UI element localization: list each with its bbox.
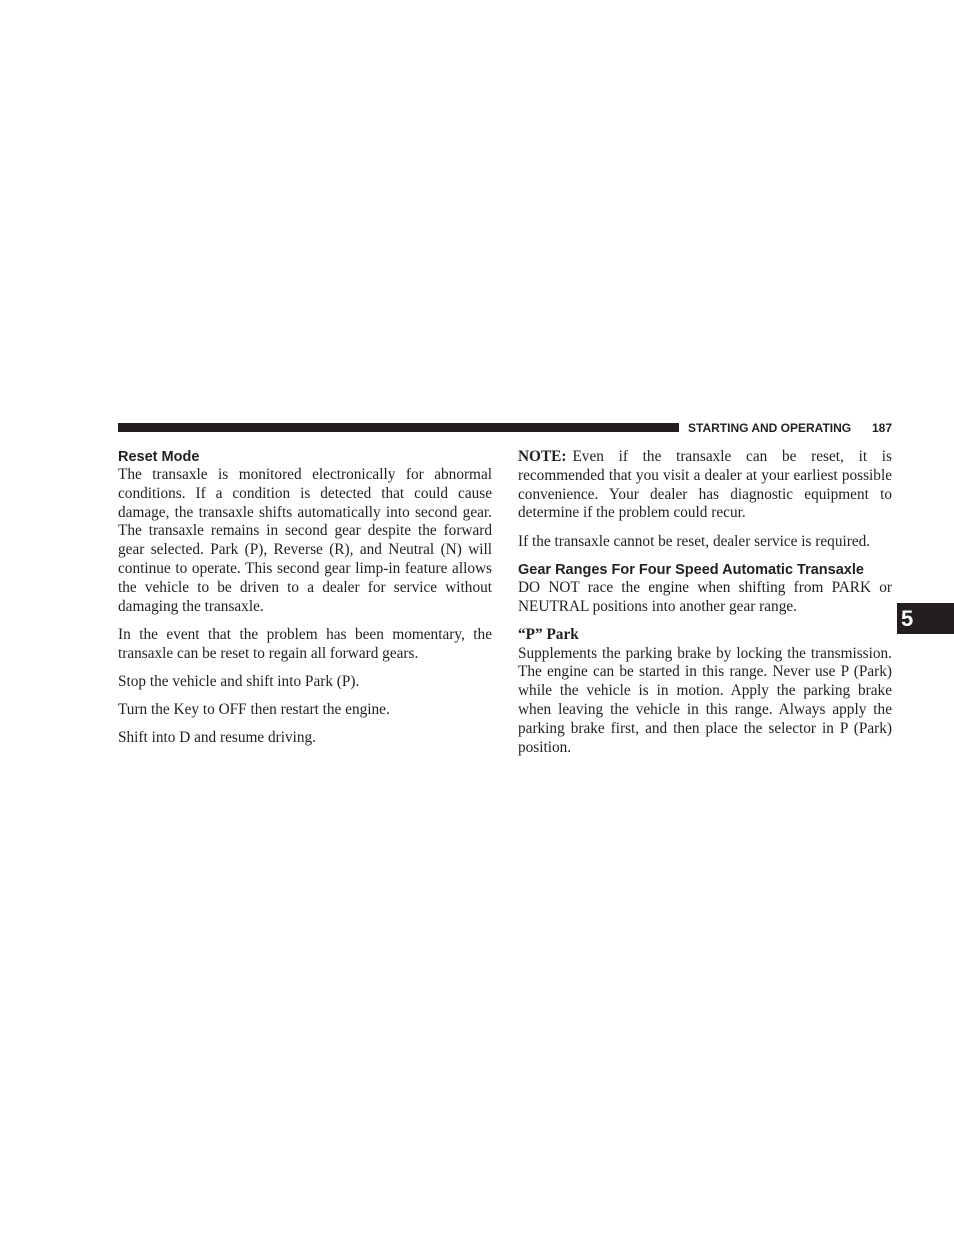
running-header (688, 420, 892, 436)
paragraph: Stop the vehicle and shift into Park (P). (118, 672, 360, 690)
gear-ranges-heading: Gear Ranges For Four Speed Automatic Transaxle (518, 561, 864, 578)
page-number: 187 (871, 421, 892, 435)
section-title: STARTING AND OPERATING (688, 421, 852, 435)
gear-ranges-paragraph: DO NOT race the engine when shifting from PARK or NEUTRAL positions into another gear range. (518, 578, 892, 615)
paragraph: In the event that the problem has been momentary, the transaxle can be reset to regain all forward gears. (118, 625, 492, 662)
chapter-tab (897, 603, 954, 634)
note-text: Even if the transaxle can be reset, it is recommended that you visit a dealer at your earliest possible convenience. Your dealer has diagnostic equipment to determine if the problem could recur. (518, 448, 892, 522)
left-column (118, 448, 492, 757)
dealer-paragraph: If the transaxle cannot be reset, dealer service is required. (518, 532, 871, 550)
reset-mode-heading: Reset Mode (118, 449, 200, 465)
note-label: NOTE: (518, 448, 567, 465)
paragraph: The transaxle is monitored electronically for abnormal conditions. If a condition is detected that could cause damage, the transaxle shifts automatically into second gear. The transaxle remains in second gear despite the forward gear selected. Park (P), Reverse (R), and Neutral (N) will continue to operate. This second gear limp-in feature allows the vehicle to be driven to a dealer for service without damaging the transaxle. (118, 466, 492, 615)
header-rule (118, 423, 679, 432)
note-paragraph (518, 448, 892, 523)
chapter-number: 5 (901, 606, 914, 631)
park-paragraph: Supplements the parking brake by locking the transmission. The engine can be started in this range. Never use P (Park) while the vehicle is in motion. Apply the parking brake when leaving the vehicle in this range. Always apply the parking brake first, and then place the selector in P (Park) position. (518, 644, 892, 756)
paragraph: Turn the Key to OFF then restart the engine. (118, 700, 390, 718)
paragraph: Shift into D and resume driving. (118, 729, 316, 747)
park-heading: “P” Park (518, 625, 579, 643)
right-column (518, 448, 892, 767)
